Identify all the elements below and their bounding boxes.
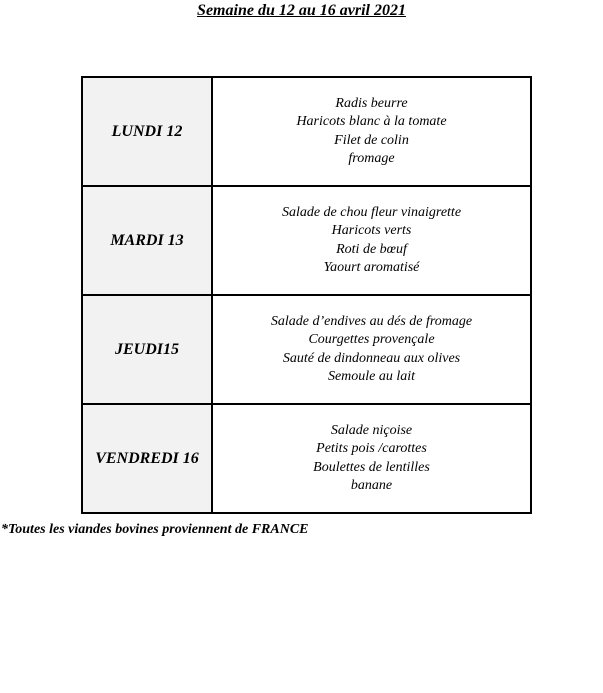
dish-item: Roti de bœuf: [336, 241, 407, 257]
dishes-cell: [212, 295, 531, 404]
dishes-cell: [212, 186, 531, 295]
dishes-cell: [212, 77, 531, 186]
day-label: LUNDI 12: [82, 77, 212, 186]
dish-item: Salade niçoise: [330, 422, 413, 438]
table-row: [82, 77, 531, 186]
table-row: [82, 404, 531, 513]
table-row: [82, 186, 531, 295]
dish-item: Petits pois /carottes: [316, 441, 427, 456]
dish-item: banane: [350, 478, 393, 493]
dish-item: Haricots verts: [331, 223, 412, 238]
dish-item: Salade d’endives au dés de fromage: [270, 313, 473, 329]
day-label: JEUDI15: [82, 295, 212, 404]
dish-item: Radis beurre: [335, 95, 408, 111]
footnote: *Toutes les viandes bovines proviennent de FRANCE: [1, 522, 309, 537]
table-row: [82, 295, 531, 404]
dish-item: Sauté de dindonneau aux olives: [282, 350, 461, 366]
weekly-menu-table: [81, 76, 532, 514]
day-label: VENDREDI 16: [82, 404, 212, 513]
dishes-cell: [212, 404, 531, 513]
dish-item: Yaourt aromatisé: [323, 260, 420, 275]
page-title: Semaine du 12 au 16 avril 2021: [197, 2, 406, 19]
dish-item: Filet de colin: [334, 132, 409, 148]
dish-item: Boulettes de lentilles: [313, 459, 430, 475]
day-label: MARDI 13: [82, 186, 212, 295]
dish-item: Salade de chou fleur vinaigrette: [281, 204, 462, 220]
dish-item: Semoule au lait: [327, 369, 416, 384]
dish-item: Courgettes provençale: [308, 332, 435, 347]
dish-item: fromage: [348, 151, 395, 166]
dish-item: Haricots blanc à la tomate: [296, 114, 447, 129]
